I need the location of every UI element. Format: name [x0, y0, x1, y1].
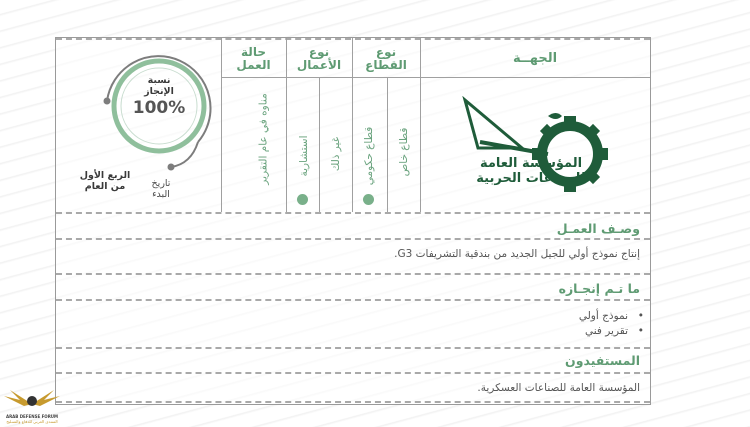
progress-value: 100% [132, 98, 186, 118]
eagle-logo-icon [2, 386, 62, 410]
header-entity: الجهــة [512, 51, 558, 66]
header-work-status: حالة العمل [236, 45, 271, 72]
status-value: مناوه في عام التقرير [257, 93, 270, 185]
progress-label: نسبة الإنجاز [144, 75, 174, 97]
start-date-label: تاريخ البدء [151, 178, 171, 200]
logo-text-line2: للصناعات الحربية [476, 171, 586, 186]
header-business-type: نوع الأعمال [296, 45, 342, 72]
business-selected-dot [297, 194, 308, 205]
watermark-line1: ARAB DEFENSE FORUM [5, 414, 59, 419]
business-option-other: غير ذلك [330, 136, 342, 172]
section-divider-1 [56, 273, 650, 275]
table-bottom-divider [56, 212, 650, 214]
beneficiaries-title: المستفيدون [565, 353, 640, 368]
work-description-title: وصـف العمـل [556, 221, 640, 236]
section-divider-2 [56, 347, 650, 349]
business-option-consulting: استشارية [298, 135, 310, 177]
work-description-divider [56, 238, 650, 240]
subcol-business [319, 77, 320, 212]
beneficiaries-divider [56, 372, 650, 374]
project-card [55, 37, 651, 405]
sector-selected-dot [363, 194, 374, 205]
watermark [2, 386, 62, 426]
bottom-border [56, 401, 650, 403]
sector-option-private: قطاع خاص [398, 127, 410, 177]
achievement-item: • نموذج أولي [579, 310, 628, 322]
sector-option-government: قطاع حكومي [363, 126, 375, 186]
achievement-item: • تقرير فني [585, 325, 628, 337]
header-sector-type: نوع القطاع [365, 45, 407, 72]
subcol-sector [387, 77, 388, 212]
top-border [56, 38, 650, 40]
watermark-line2: المنتدى العربي للدفاع والتسليح [6, 419, 58, 424]
work-description-text: إنتاج نموذج أولي للجيل الجديد من بندقية التشريفات G3. [394, 248, 640, 260]
achievements-divider [56, 299, 650, 301]
start-date-value: الربع الأول من العام [79, 170, 131, 192]
achievements-title: ما تـم إنجـازه [558, 281, 640, 296]
logo-text-line1: المؤسسة العامة [479, 156, 583, 171]
logo-text [456, 156, 606, 186]
beneficiaries-text: المؤسسة العامة للصناعات العسكرية. [477, 382, 640, 394]
